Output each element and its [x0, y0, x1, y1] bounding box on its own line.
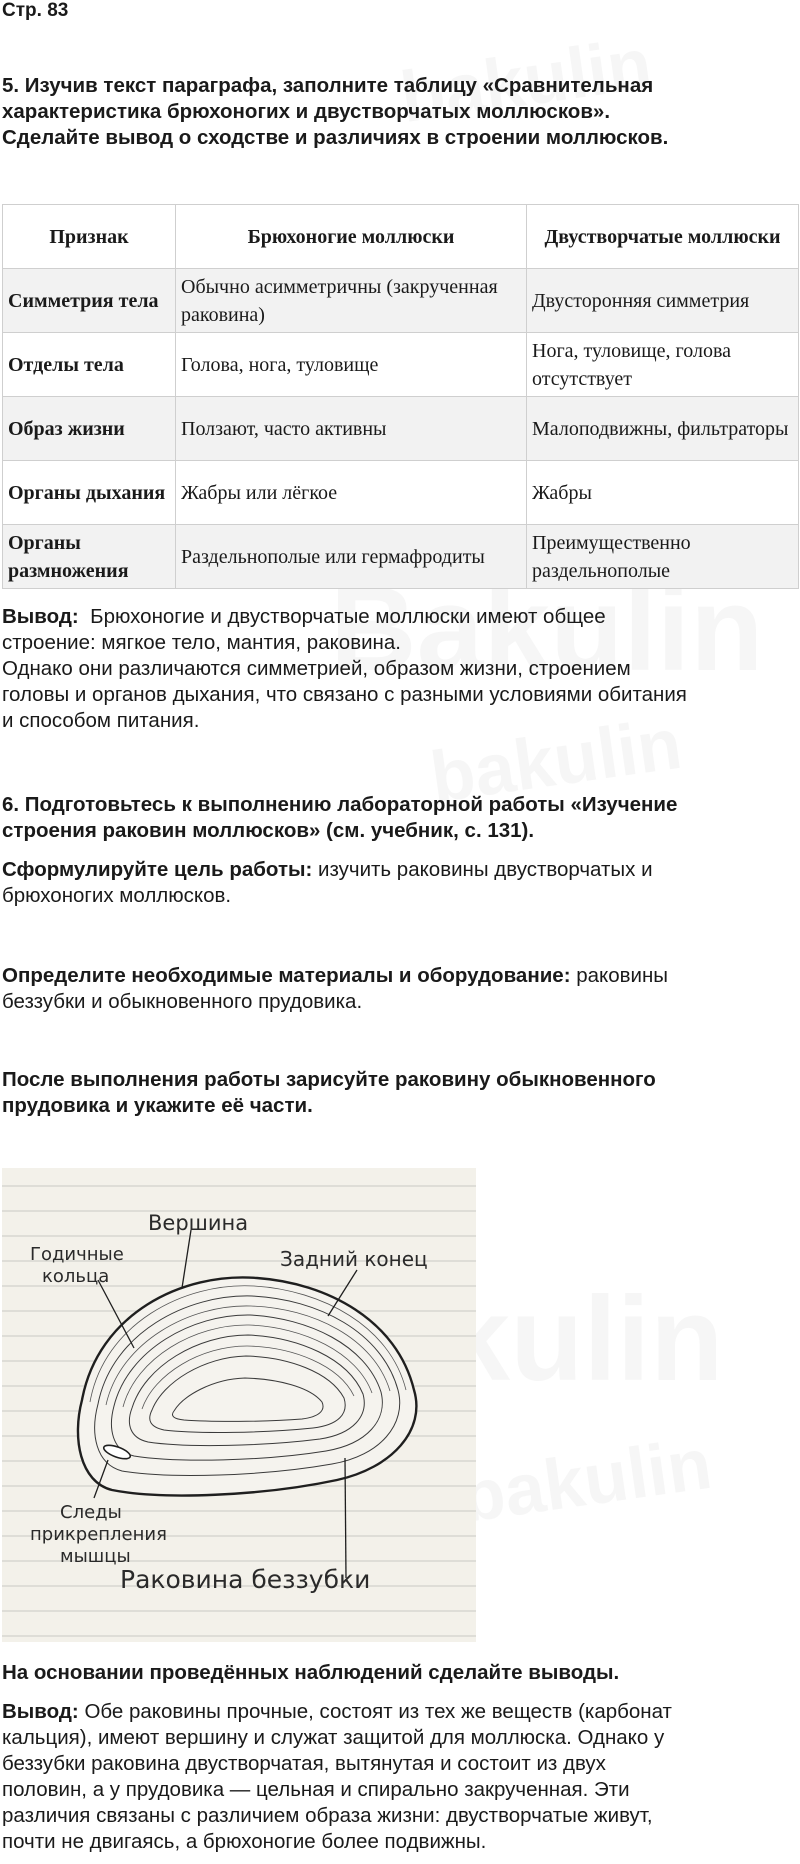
gastropods-cell: Ползают, часто активны — [176, 397, 527, 461]
goal-text: изучить раковины двустворчатых и — [318, 858, 653, 881]
table-row — [3, 525, 799, 589]
final-text: различия связаны с различием образа жизни: двустворчатые живут, — [2, 1804, 653, 1827]
table-row — [3, 333, 799, 397]
gastropods-cell: Раздельнополые или гермафродиты — [176, 525, 527, 589]
gastropods-cell: Голова, нога, туловище — [176, 333, 527, 397]
materials-text: беззубки и обыкновенного прудовика. — [2, 990, 363, 1013]
rings-label: Годичные — [30, 1244, 124, 1265]
page-label: Стр. 83 — [2, 0, 69, 21]
comparison-table — [2, 204, 799, 589]
feature-cell: Симметрия тела — [3, 269, 176, 333]
goal-block — [2, 857, 798, 909]
bivalves-cell: Двусторонняя симметрия — [527, 269, 799, 333]
goal-text: брюхоногих моллюсков. — [2, 884, 232, 907]
feature-cell: Образ жизни — [3, 397, 176, 461]
muscle-label: мышцы — [60, 1546, 131, 1567]
shell-figure — [2, 1168, 476, 1642]
muscle-label: Следы — [60, 1502, 122, 1523]
final-label: Вывод: — [2, 1700, 79, 1723]
task5-heading — [2, 73, 668, 151]
feature-cell: Отделы тела — [3, 333, 176, 397]
conclusion-text: строение: мягкое тело, мантия, раковина. — [2, 631, 401, 654]
heading-line: характеристика брюхоногих и двустворчатых моллюсков». — [2, 100, 611, 123]
column-header: Признак — [3, 205, 176, 269]
feature-cell: Органы размножения — [3, 525, 176, 589]
table-row — [3, 397, 799, 461]
bivalves-cell: Жабры — [527, 461, 799, 525]
figure-caption: Раковина беззубки — [120, 1565, 371, 1594]
watermark — [456, 1423, 717, 1539]
bivalves-cell: Нога, туловище, голова отсутствует — [527, 333, 799, 397]
shell-drawing — [2, 1168, 476, 1642]
table-row — [3, 461, 799, 525]
final-text: Обе раковины прочные, состоят из тех же веществ (карбонат — [84, 1700, 672, 1723]
muscle-label: прикрепления — [30, 1524, 167, 1545]
column-header: Брюхоногие моллюски — [176, 205, 527, 269]
draw-instruction — [2, 1067, 656, 1119]
rings-label: кольца — [42, 1266, 110, 1287]
table-header-row — [3, 205, 799, 269]
posterior-label: Задний конец — [280, 1247, 428, 1271]
column-header: Двустворчатые моллюски — [527, 205, 799, 269]
gastropods-cell: Жабры или лёгкое — [176, 461, 527, 525]
bivalves-cell: Малоподвижны, фильтраторы — [527, 397, 799, 461]
materials-text: раковины — [576, 964, 669, 987]
conclusion-text: головы и органов дыхания, что связано с разными условиями обитания — [2, 683, 687, 706]
instruction-line: После выполнения работы зарисуйте раковину обыкновенного — [2, 1068, 656, 1091]
heading-line: 6. Подготовьтесь к выполнению лабораторной работы «Изучение — [2, 793, 678, 816]
materials-label: Определите необходимые материалы и оборудование: — [2, 964, 571, 987]
conclusion-block — [2, 604, 798, 734]
apex-label: Вершина — [148, 1211, 249, 1235]
final-text: кальция), имеют вершину и служат защитой для моллюска. Однако у — [2, 1726, 665, 1749]
heading-line: 5. Изучив текст параграфа, заполните таблицу «Сравнительная — [2, 74, 654, 97]
feature-cell: Органы дыхания — [3, 461, 176, 525]
materials-block — [2, 963, 798, 1015]
heading-line: строения раковин моллюсков» (см. учебник, с. 131). — [2, 819, 535, 842]
conclusion-label: Вывод: — [2, 605, 79, 628]
final-conclusion — [2, 1699, 798, 1855]
gastropods-cell: Обычно асимметричны (закрученная раковина) — [176, 269, 527, 333]
conclusion-text: Брюхоногие и двустворчатые моллюски имеют общее — [90, 605, 606, 628]
conclusion-text: Однако они различаются симметрией, образом жизни, строением — [2, 657, 631, 680]
table-row — [3, 269, 799, 333]
heading-line: Сделайте вывод о сходстве и различиях в строении моллюсков. — [2, 126, 669, 149]
task6-heading — [2, 792, 677, 844]
instruction-line: прудовика и укажите её части. — [2, 1094, 313, 1117]
goal-label: Сформулируйте цель работы: — [2, 858, 313, 881]
conclusion-text: и способом питания. — [2, 709, 200, 732]
heading-line: На основании проведённых наблюдений сделайте выводы. — [2, 1661, 620, 1684]
final-text: беззубки раковина двустворчатая, вытянутая и состоит из двух — [2, 1752, 606, 1775]
final-text: почти не двигаясь, а брюхоногие более подвижны. — [2, 1830, 487, 1853]
observe-heading — [2, 1660, 619, 1686]
bivalves-cell: Преимущественно раздельнополые — [527, 525, 799, 589]
final-text: половин, а у прудовика — цельная и спирально закрученная. Эти — [2, 1778, 630, 1801]
